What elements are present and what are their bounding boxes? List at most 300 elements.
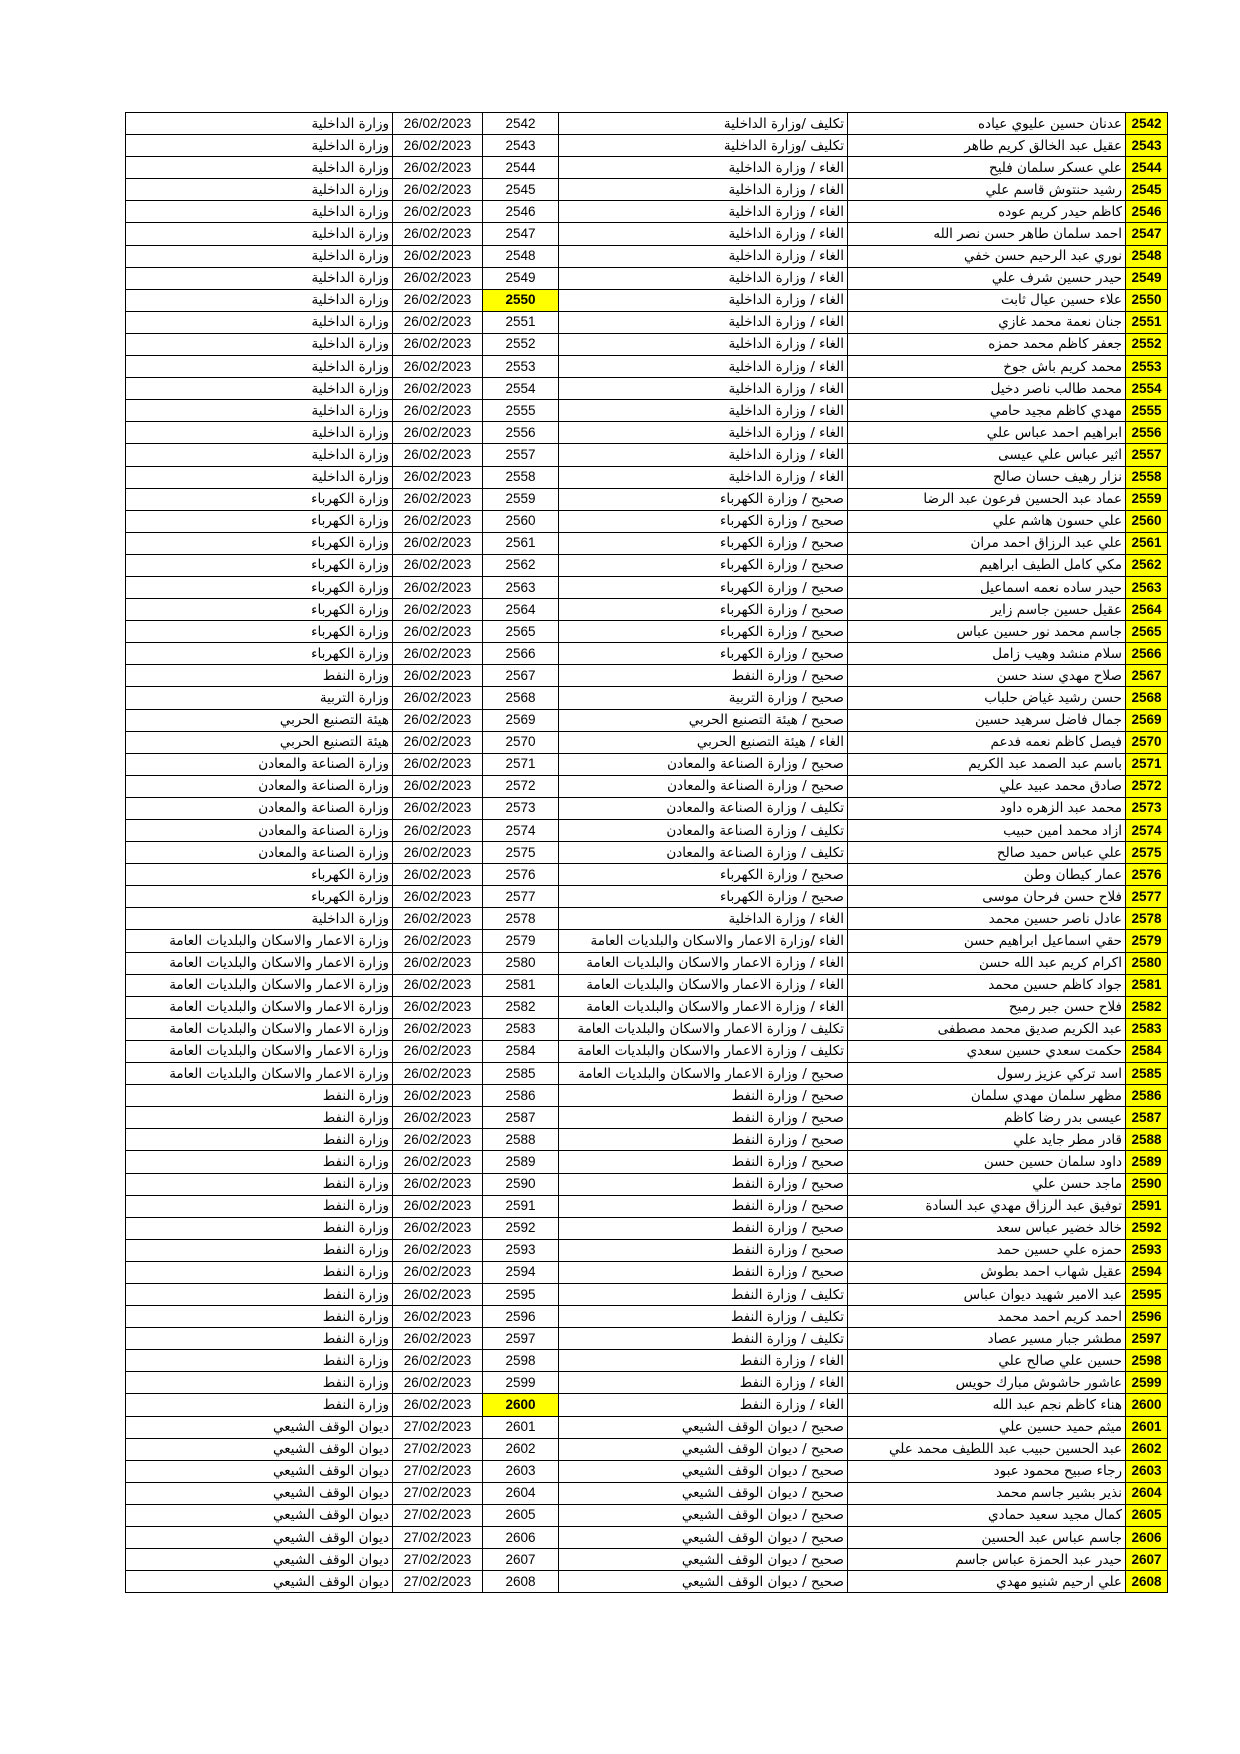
record-number: 2577 [483, 886, 559, 908]
table-row [126, 157, 1168, 179]
person-name: عبد الحسين حبيب عبد اللطيف محمد علي [848, 1438, 1126, 1460]
table-row [126, 1350, 1168, 1372]
row-sequence-number: 2542 [1126, 113, 1168, 135]
table-row [126, 422, 1168, 444]
record-number: 2589 [483, 1151, 559, 1173]
table-row [126, 1151, 1168, 1173]
department: وزارة النفط [126, 1195, 393, 1217]
row-sequence-number: 2594 [1126, 1261, 1168, 1283]
table-row [126, 510, 1168, 532]
record-date: 26/02/2023 [393, 267, 483, 289]
record-number: 2566 [483, 643, 559, 665]
status-ministry: الغاء / وزارة الداخلية [559, 466, 848, 488]
person-name: حيدر عبد الحمزة عباس جاسم [848, 1549, 1126, 1571]
record-number: 2546 [483, 201, 559, 223]
record-date: 26/02/2023 [393, 753, 483, 775]
table-row [126, 1040, 1168, 1062]
status-ministry: الغاء / وزارة الداخلية [559, 311, 848, 333]
record-date: 26/02/2023 [393, 223, 483, 245]
row-sequence-number: 2560 [1126, 510, 1168, 532]
record-number: 2555 [483, 400, 559, 422]
record-date: 27/02/2023 [393, 1504, 483, 1526]
row-sequence-number: 2559 [1126, 488, 1168, 510]
person-name: علي عبد الرزاق احمد مران [848, 532, 1126, 554]
row-sequence-number: 2556 [1126, 422, 1168, 444]
table-row [126, 1261, 1168, 1283]
row-sequence-number: 2587 [1126, 1107, 1168, 1129]
row-sequence-number: 2578 [1126, 908, 1168, 930]
status-ministry: صحيح / وزارة النفط [559, 1173, 848, 1195]
person-name: علي عسكر سلمان فليح [848, 157, 1126, 179]
row-sequence-number: 2565 [1126, 621, 1168, 643]
record-number: 2547 [483, 223, 559, 245]
row-sequence-number: 2549 [1126, 267, 1168, 289]
person-name: باسم عبد الصمد عبد الكريم [848, 753, 1126, 775]
department: ديوان الوقف الشيعي [126, 1504, 393, 1526]
record-date: 26/02/2023 [393, 400, 483, 422]
record-number: 2604 [483, 1482, 559, 1504]
department: وزارة الداخلية [126, 466, 393, 488]
record-number: 2600 [483, 1394, 559, 1416]
record-number: 2572 [483, 775, 559, 797]
department: ديوان الوقف الشيعي [126, 1549, 393, 1571]
table-row [126, 842, 1168, 864]
table-row [126, 378, 1168, 400]
row-sequence-number: 2563 [1126, 576, 1168, 598]
record-date: 26/02/2023 [393, 908, 483, 930]
record-number: 2568 [483, 687, 559, 709]
row-sequence-number: 2584 [1126, 1040, 1168, 1062]
person-name: نذير بشير جاسم محمد [848, 1482, 1126, 1504]
status-ministry: صحيح / وزارة الكهرباء [559, 643, 848, 665]
status-ministry: تكليف / وزارة الاعمار والاسكان والبلديات العامة [559, 1018, 848, 1040]
table-row [126, 1482, 1168, 1504]
record-date: 26/02/2023 [393, 643, 483, 665]
person-name: ميثم حميد حسين علي [848, 1416, 1126, 1438]
person-name: جنان نعمة محمد غازي [848, 311, 1126, 333]
row-sequence-number: 2608 [1126, 1571, 1168, 1593]
table-row [126, 797, 1168, 819]
record-number: 2561 [483, 532, 559, 554]
table-row [126, 731, 1168, 753]
department: ديوان الوقف الشيعي [126, 1482, 393, 1504]
row-sequence-number: 2581 [1126, 974, 1168, 996]
table-row [126, 179, 1168, 201]
department: وزارة النفط [126, 1085, 393, 1107]
person-name: اثير عباس علي عيسى [848, 444, 1126, 466]
record-date: 27/02/2023 [393, 1527, 483, 1549]
status-ministry: الغاء / هيئة التصنيع الحربي [559, 731, 848, 753]
table-row [126, 1107, 1168, 1129]
status-ministry: الغاء / وزارة الاعمار والاسكان والبلديات العامة [559, 952, 848, 974]
person-name: عادل ناصر حسين محمد [848, 908, 1126, 930]
record-number: 2590 [483, 1173, 559, 1195]
record-date: 26/02/2023 [393, 1328, 483, 1350]
row-sequence-number: 2585 [1126, 1063, 1168, 1085]
record-number: 2542 [483, 113, 559, 135]
table-row [126, 488, 1168, 510]
table-row [126, 996, 1168, 1018]
status-ministry: صحيح / وزارة النفط [559, 1085, 848, 1107]
status-ministry: الغاء / وزارة النفط [559, 1372, 848, 1394]
person-name: مكي كامل الطيف ابراهيم [848, 554, 1126, 576]
record-number: 2552 [483, 333, 559, 355]
person-name: عدنان حسين عليوي عياده [848, 113, 1126, 135]
person-name: داود سلمان حسين حسن [848, 1151, 1126, 1173]
record-date: 26/02/2023 [393, 930, 483, 952]
status-ministry: صحيح / وزارة الكهرباء [559, 488, 848, 510]
department: وزارة الداخلية [126, 179, 393, 201]
person-name: حسن رشيد غياض حلباب [848, 687, 1126, 709]
table-row [126, 1549, 1168, 1571]
row-sequence-number: 2579 [1126, 930, 1168, 952]
row-sequence-number: 2564 [1126, 599, 1168, 621]
record-date: 26/02/2023 [393, 532, 483, 554]
row-sequence-number: 2546 [1126, 201, 1168, 223]
person-name: هناء كاظم نجم عبد الله [848, 1394, 1126, 1416]
department: وزارة الكهرباء [126, 599, 393, 621]
person-name: خالد خضير عباس سعد [848, 1217, 1126, 1239]
status-ministry: تكليف / وزارة النفط [559, 1306, 848, 1328]
person-name: نوري عبد الرحيم حسن خفي [848, 245, 1126, 267]
record-date: 26/02/2023 [393, 665, 483, 687]
record-number: 2607 [483, 1549, 559, 1571]
row-sequence-number: 2553 [1126, 356, 1168, 378]
record-number: 2576 [483, 864, 559, 886]
status-ministry: صحيح / وزارة النفط [559, 1129, 848, 1151]
table-row [126, 113, 1168, 135]
status-ministry: صحيح / وزارة النفط [559, 1195, 848, 1217]
department: وزارة الكهرباء [126, 488, 393, 510]
table-row [126, 1239, 1168, 1261]
record-date: 26/02/2023 [393, 1085, 483, 1107]
table-row [126, 665, 1168, 687]
department: ديوان الوقف الشيعي [126, 1438, 393, 1460]
status-ministry: تكليف / وزارة النفط [559, 1283, 848, 1305]
person-name: جواد كاظم حسين محمد [848, 974, 1126, 996]
record-date: 26/02/2023 [393, 135, 483, 157]
person-name: عبد الامير شهيد ديوان عباس [848, 1283, 1126, 1305]
status-ministry: صحيح / وزارة الصناعة والمعادن [559, 775, 848, 797]
table-row [126, 311, 1168, 333]
record-number: 2579 [483, 930, 559, 952]
table-row [126, 1460, 1168, 1482]
table-row [126, 532, 1168, 554]
record-date: 26/02/2023 [393, 444, 483, 466]
person-name: ابراهيم احمد عباس علي [848, 422, 1126, 444]
table-row [126, 1416, 1168, 1438]
row-sequence-number: 2545 [1126, 179, 1168, 201]
record-date: 27/02/2023 [393, 1482, 483, 1504]
row-sequence-number: 2582 [1126, 996, 1168, 1018]
table-row [126, 1306, 1168, 1328]
status-ministry: صحيح / وزارة الكهرباء [559, 864, 848, 886]
status-ministry: صحيح / وزارة الصناعة والمعادن [559, 753, 848, 775]
record-date: 26/02/2023 [393, 311, 483, 333]
record-date: 26/02/2023 [393, 1195, 483, 1217]
row-sequence-number: 2583 [1126, 1018, 1168, 1040]
person-name: جعفر كاظم محمد حمزه [848, 333, 1126, 355]
department: وزارة النفط [126, 1217, 393, 1239]
row-sequence-number: 2574 [1126, 820, 1168, 842]
status-ministry: الغاء / وزارة الداخلية [559, 201, 848, 223]
record-number: 2602 [483, 1438, 559, 1460]
row-sequence-number: 2602 [1126, 1438, 1168, 1460]
record-date: 26/02/2023 [393, 356, 483, 378]
record-number: 2573 [483, 797, 559, 819]
row-sequence-number: 2598 [1126, 1350, 1168, 1372]
department: وزارة الكهرباء [126, 510, 393, 532]
record-number: 2596 [483, 1306, 559, 1328]
record-date: 26/02/2023 [393, 1151, 483, 1173]
status-ministry: صحيح / ديوان الوقف الشيعي [559, 1549, 848, 1571]
record-date: 26/02/2023 [393, 1173, 483, 1195]
table-row [126, 267, 1168, 289]
table-row [126, 1328, 1168, 1350]
row-sequence-number: 2557 [1126, 444, 1168, 466]
status-ministry: الغاء / وزارة الداخلية [559, 444, 848, 466]
record-date: 26/02/2023 [393, 378, 483, 400]
table-row [126, 1372, 1168, 1394]
record-number: 2598 [483, 1350, 559, 1372]
record-date: 26/02/2023 [393, 157, 483, 179]
row-sequence-number: 2586 [1126, 1085, 1168, 1107]
status-ministry: تكليف / وزارة النفط [559, 1328, 848, 1350]
department: وزارة النفط [126, 1107, 393, 1129]
table-row [126, 1063, 1168, 1085]
row-sequence-number: 2552 [1126, 333, 1168, 355]
person-name: عبد الكريم صديق محمد مصطفى [848, 1018, 1126, 1040]
record-number: 2563 [483, 576, 559, 598]
record-date: 26/02/2023 [393, 1040, 483, 1062]
person-name: عاشور حاشوش مبارك حويس [848, 1372, 1126, 1394]
department: وزارة الداخلية [126, 267, 393, 289]
table-row [126, 1195, 1168, 1217]
person-name: عمار كيطان وطن [848, 864, 1126, 886]
person-name: حقي اسماعيل ابراهيم حسن [848, 930, 1126, 952]
department: وزارة الاعمار والاسكان والبلديات العامة [126, 930, 393, 952]
table-row [126, 245, 1168, 267]
department: وزارة النفط [126, 1372, 393, 1394]
person-name: اكرام كريم عبد الله حسن [848, 952, 1126, 974]
status-ministry: تكليف / وزارة الصناعة والمعادن [559, 820, 848, 842]
table-row [126, 599, 1168, 621]
row-sequence-number: 2544 [1126, 157, 1168, 179]
record-date: 26/02/2023 [393, 621, 483, 643]
record-date: 26/02/2023 [393, 113, 483, 135]
table-row [126, 908, 1168, 930]
person-name: صلاح مهدي سند حسن [848, 665, 1126, 687]
status-ministry: صحيح / وزارة الكهرباء [559, 621, 848, 643]
department: وزارة الداخلية [126, 135, 393, 157]
table-row [126, 1571, 1168, 1593]
record-number: 2551 [483, 311, 559, 333]
department: وزارة الكهرباء [126, 621, 393, 643]
department: وزارة الداخلية [126, 908, 393, 930]
row-sequence-number: 2569 [1126, 709, 1168, 731]
record-number: 2548 [483, 245, 559, 267]
record-number: 2564 [483, 599, 559, 621]
person-name: جاسم عباس عبد الحسين [848, 1527, 1126, 1549]
department: وزارة الكهرباء [126, 554, 393, 576]
department: وزارة الداخلية [126, 311, 393, 333]
row-sequence-number: 2547 [1126, 223, 1168, 245]
row-sequence-number: 2571 [1126, 753, 1168, 775]
record-date: 26/02/2023 [393, 1394, 483, 1416]
record-number: 2560 [483, 510, 559, 532]
record-number: 2543 [483, 135, 559, 157]
department: وزارة النفط [126, 1283, 393, 1305]
record-date: 26/02/2023 [393, 1239, 483, 1261]
record-date: 26/02/2023 [393, 488, 483, 510]
record-number: 2587 [483, 1107, 559, 1129]
record-number: 2584 [483, 1040, 559, 1062]
record-date: 26/02/2023 [393, 576, 483, 598]
department: وزارة التربية [126, 687, 393, 709]
status-ministry: تكليف / وزارة الاعمار والاسكان والبلديات العامة [559, 1040, 848, 1062]
person-name: توفيق عبد الرزاق مهدي عبد السادة [848, 1195, 1126, 1217]
status-ministry: الغاء / وزارة الاعمار والاسكان والبلديات العامة [559, 996, 848, 1018]
row-sequence-number: 2593 [1126, 1239, 1168, 1261]
table-row [126, 223, 1168, 245]
record-number: 2582 [483, 996, 559, 1018]
row-sequence-number: 2555 [1126, 400, 1168, 422]
person-name: حسين علي صالح علي [848, 1350, 1126, 1372]
status-ministry: الغاء / وزارة الداخلية [559, 157, 848, 179]
department: وزارة الداخلية [126, 356, 393, 378]
table-row [126, 643, 1168, 665]
table-row [126, 1018, 1168, 1040]
department: وزارة النفط [126, 1306, 393, 1328]
status-ministry: الغاء /وزارة الاعمار والاسكان والبلديات العامة [559, 930, 848, 952]
record-date: 27/02/2023 [393, 1549, 483, 1571]
person-name: علي ارحيم شنيو مهدي [848, 1571, 1126, 1593]
record-date: 26/02/2023 [393, 687, 483, 709]
status-ministry: صحيح / وزارة الكهرباء [559, 886, 848, 908]
person-name: مطشر جبار مسير عصاد [848, 1328, 1126, 1350]
record-date: 26/02/2023 [393, 599, 483, 621]
table-row [126, 444, 1168, 466]
record-number: 2592 [483, 1217, 559, 1239]
table-row [126, 135, 1168, 157]
records-table [125, 112, 1168, 1593]
department: وزارة النفط [126, 1350, 393, 1372]
row-sequence-number: 2575 [1126, 842, 1168, 864]
person-name: حمزه علي حسين حمد [848, 1239, 1126, 1261]
record-number: 2558 [483, 466, 559, 488]
department: وزارة الصناعة والمعادن [126, 753, 393, 775]
record-number: 2569 [483, 709, 559, 731]
record-date: 26/02/2023 [393, 952, 483, 974]
person-name: جمال فاضل سرهيد حسين [848, 709, 1126, 731]
row-sequence-number: 2562 [1126, 554, 1168, 576]
table-row [126, 709, 1168, 731]
department: وزارة الداخلية [126, 245, 393, 267]
row-sequence-number: 2600 [1126, 1394, 1168, 1416]
status-ministry: صحيح / ديوان الوقف الشيعي [559, 1527, 848, 1549]
row-sequence-number: 2558 [1126, 466, 1168, 488]
person-name: فلاح حسن فرحان موسى [848, 886, 1126, 908]
person-name: علاء حسين عيال ثابت [848, 289, 1126, 311]
records-table-body [126, 113, 1168, 1593]
record-date: 26/02/2023 [393, 201, 483, 223]
record-number: 2565 [483, 621, 559, 643]
table-row [126, 1129, 1168, 1151]
person-name: اسد تركي عزيز رسول [848, 1063, 1126, 1085]
person-name: محمد كريم باش جوخ [848, 356, 1126, 378]
table-row [126, 289, 1168, 311]
status-ministry: صحيح / وزارة النفط [559, 665, 848, 687]
row-sequence-number: 2603 [1126, 1460, 1168, 1482]
row-sequence-number: 2548 [1126, 245, 1168, 267]
record-date: 26/02/2023 [393, 1217, 483, 1239]
record-date: 26/02/2023 [393, 1107, 483, 1129]
record-date: 26/02/2023 [393, 864, 483, 886]
person-name: ازاد محمد امين حبيب [848, 820, 1126, 842]
record-date: 26/02/2023 [393, 731, 483, 753]
table-row [126, 356, 1168, 378]
status-ministry: تكليف /وزارة الداخلية [559, 113, 848, 135]
row-sequence-number: 2591 [1126, 1195, 1168, 1217]
record-number: 2588 [483, 1129, 559, 1151]
status-ministry: صحيح / وزارة الكهرباء [559, 532, 848, 554]
status-ministry: صحيح / ديوان الوقف الشيعي [559, 1438, 848, 1460]
record-date: 26/02/2023 [393, 1350, 483, 1372]
status-ministry: الغاء / وزارة الداخلية [559, 333, 848, 355]
status-ministry: الغاء / وزارة الداخلية [559, 908, 848, 930]
row-sequence-number: 2543 [1126, 135, 1168, 157]
person-name: مظهر سلمان مهدي سلمان [848, 1085, 1126, 1107]
department: وزارة النفط [126, 1261, 393, 1283]
table-row [126, 201, 1168, 223]
status-ministry: صحيح / وزارة الكهرباء [559, 510, 848, 532]
department: وزارة النفط [126, 1129, 393, 1151]
row-sequence-number: 2588 [1126, 1129, 1168, 1151]
row-sequence-number: 2577 [1126, 886, 1168, 908]
table-row [126, 687, 1168, 709]
record-number: 2595 [483, 1283, 559, 1305]
row-sequence-number: 2592 [1126, 1217, 1168, 1239]
status-ministry: صحيح / وزارة النفط [559, 1239, 848, 1261]
record-number: 2553 [483, 356, 559, 378]
status-ministry: الغاء / وزارة النفط [559, 1394, 848, 1416]
table-row [126, 1173, 1168, 1195]
department: وزارة النفط [126, 1151, 393, 1173]
record-date: 27/02/2023 [393, 1416, 483, 1438]
department: وزارة الداخلية [126, 223, 393, 245]
department: وزارة الداخلية [126, 157, 393, 179]
person-name: مهدي كاظم مجيد حامي [848, 400, 1126, 422]
person-name: محمد طالب ناصر دخيل [848, 378, 1126, 400]
record-date: 26/02/2023 [393, 1372, 483, 1394]
record-number: 2575 [483, 842, 559, 864]
department: وزارة الصناعة والمعادن [126, 775, 393, 797]
row-sequence-number: 2607 [1126, 1549, 1168, 1571]
record-number: 2603 [483, 1460, 559, 1482]
department: وزارة الصناعة والمعادن [126, 820, 393, 842]
table-row [126, 1394, 1168, 1416]
table-row [126, 1527, 1168, 1549]
record-number: 2550 [483, 289, 559, 311]
record-number: 2593 [483, 1239, 559, 1261]
person-name: حكمت سعدي حسين سعدي [848, 1040, 1126, 1062]
record-number: 2606 [483, 1527, 559, 1549]
person-name: عيسى بدر رضا كاظم [848, 1107, 1126, 1129]
record-number: 2591 [483, 1195, 559, 1217]
table-row [126, 1283, 1168, 1305]
department: وزارة الاعمار والاسكان والبلديات العامة [126, 952, 393, 974]
person-name: فلاح حسن جبر رميح [848, 996, 1126, 1018]
